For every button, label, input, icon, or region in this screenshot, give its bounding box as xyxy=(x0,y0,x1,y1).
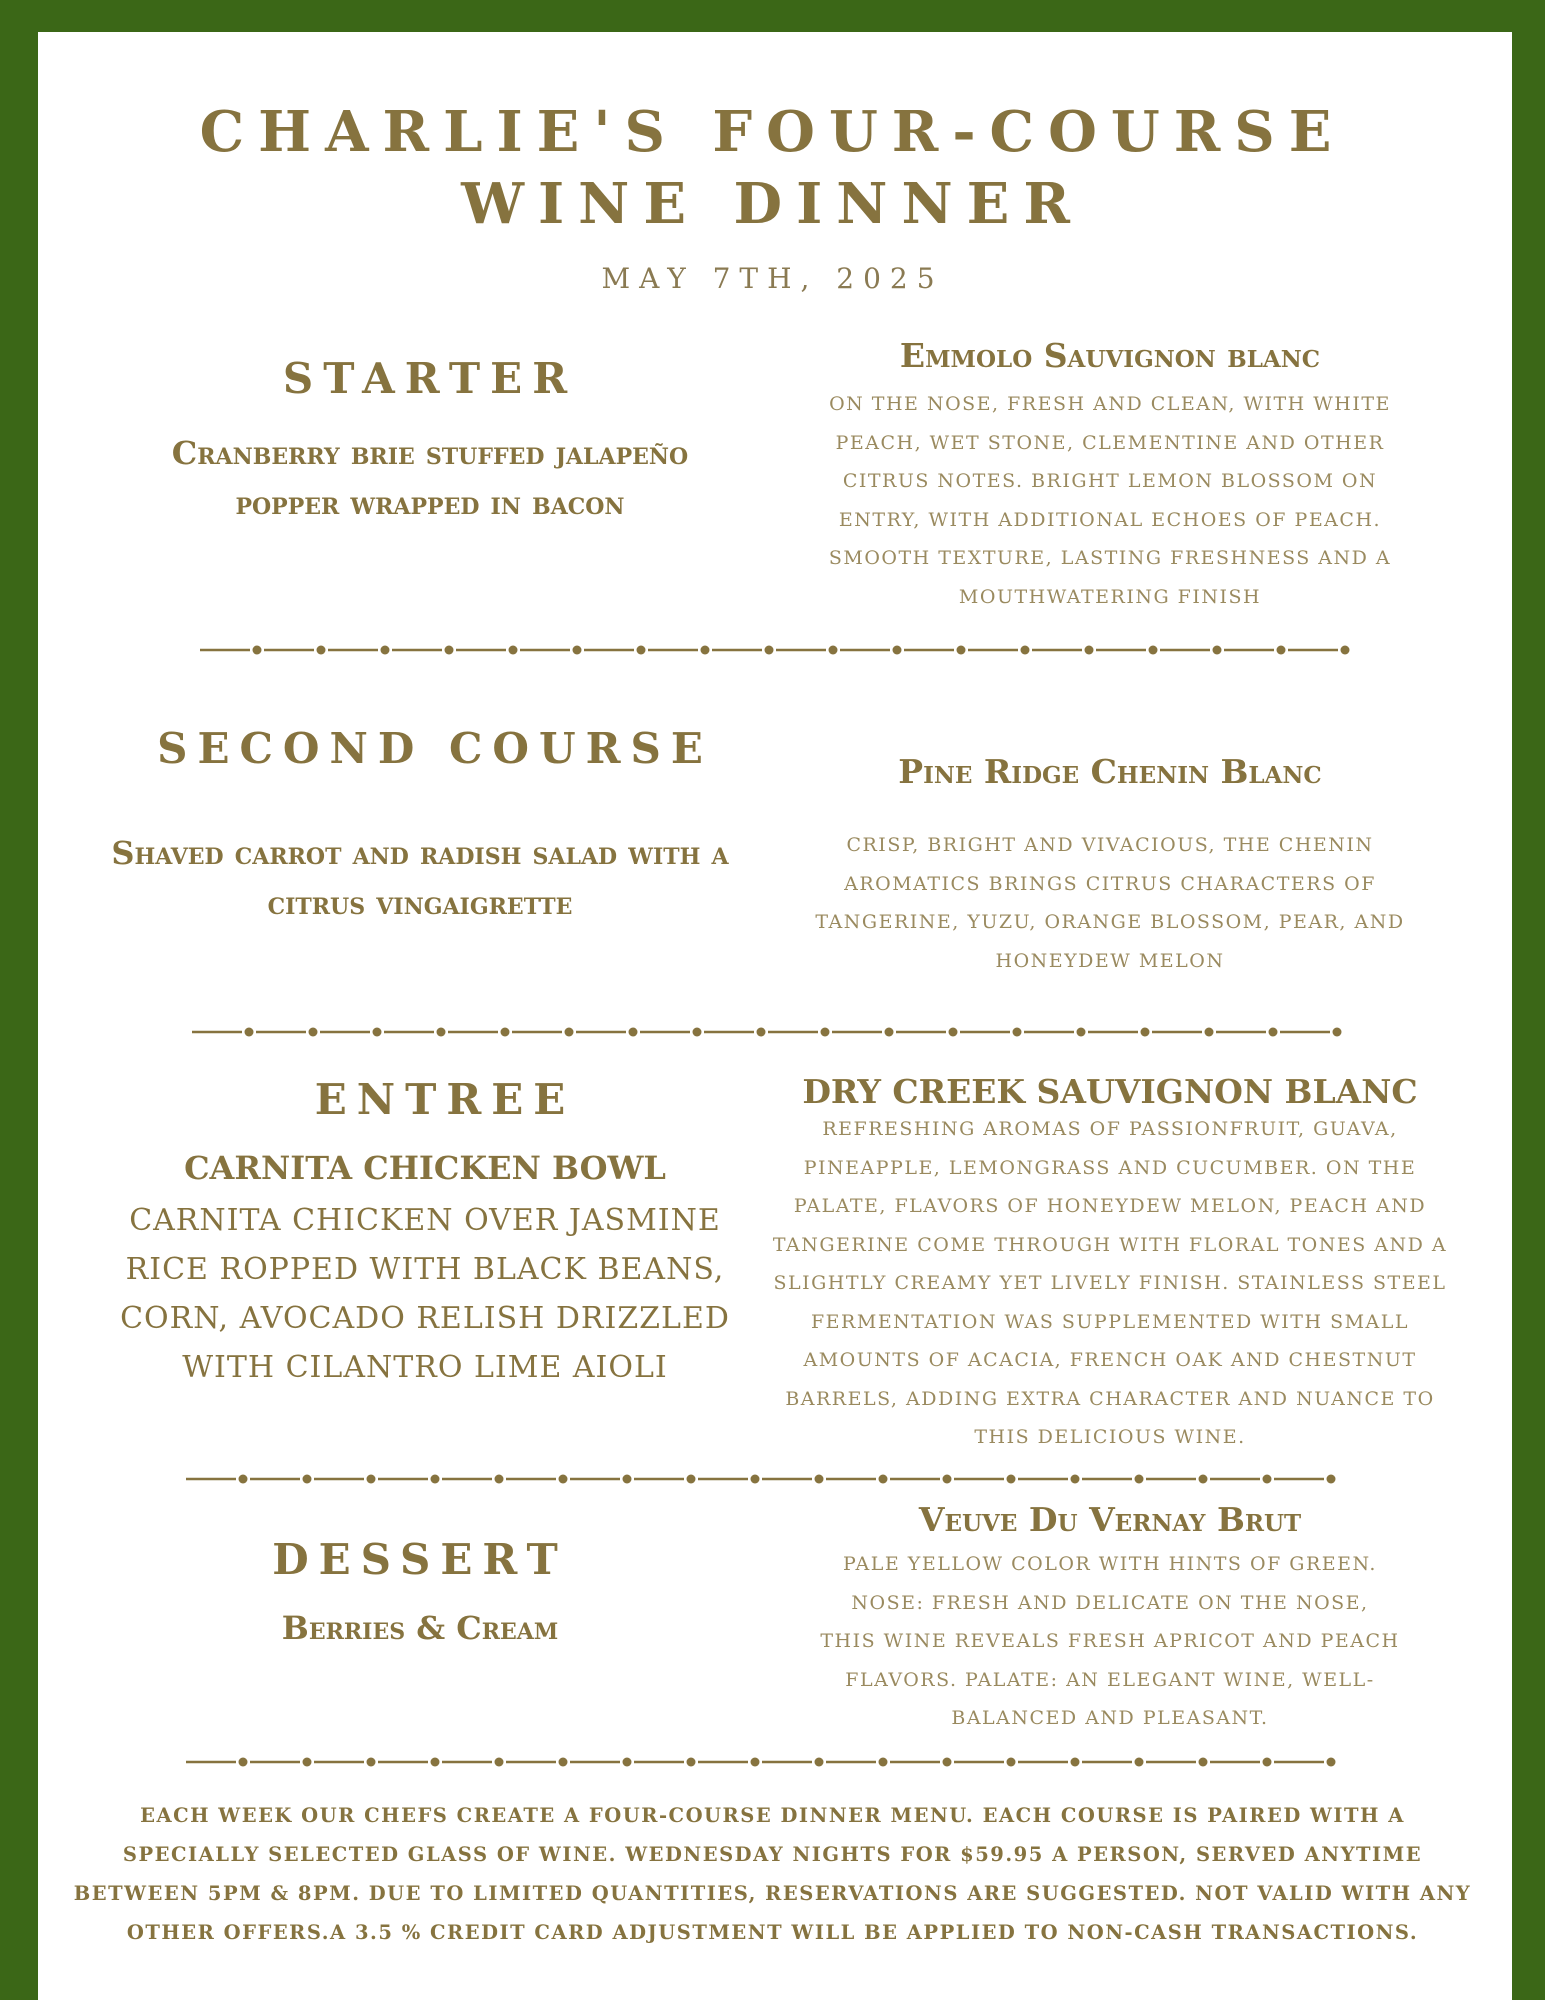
dot-dash-divider xyxy=(186,1754,1354,1770)
dish-starter: Cranberry brie stuffed jalapeño popper wrapped in bacon xyxy=(171,434,689,522)
wine-description-second: CRISP, BRIGHT AND VIVACIOUS, THE CHENIN AROMATICS BRINGS CITRUS CHARACTERS OF TANGERINE, YUZU, ORANGE BLOSSOM, PEAR, AND HONEYDEW MELON xyxy=(815,834,1405,972)
wine-description-dessert: PALE YELLOW COLOR WITH HINTS OF GREEN. NOSE: FRESH AND DELICATE ON THE NOSE, THIS WINE REVEALS FRESH APRICOT AND PEACH FLAVORS. PALATE: AN ELEGANT WINE, WELL-BALANCED AND PLEASANT. xyxy=(820,1553,1400,1729)
wine-name-entree: DRY CREEK SAUVIGNON BLANC xyxy=(802,1072,1418,1111)
dish-second: Shaved carrot and radish salad with a citrus vingaigrette xyxy=(111,834,729,922)
course-heading-second: SECOND COURSE xyxy=(157,724,713,773)
title-line-1: CHARLIE'S FOUR-COURSE xyxy=(199,99,1346,165)
dot-dash-divider xyxy=(192,1024,1360,1040)
course-heading-starter: STARTER xyxy=(282,354,578,403)
wine-name-starter: Emmolo Sauvignon blanc xyxy=(899,336,1321,375)
menu-title xyxy=(0,96,1545,240)
title-line-2: WINE DINNER xyxy=(461,171,1084,237)
dish-dessert: Berries & Cream xyxy=(281,1609,559,1647)
footer-note: EACH WEEK OUR CHEFS CREATE A FOUR-COURSE DINNER MENU. EACH COURSE IS PAIRED WITH A SPECIALLY SELECTED GLASS OF WINE. WEDNESDAY NIGHTS FOR $59.95 A PERSON, SERVED ANYTIME BETWEEN 5PM & 8PM. DUE TO LIMITED QUANTITIES, RESERVATIONS ARE SUGGESTED. NOT VALID WITH ANY OTHER OFFERS.A 3.5 % CREDIT CARD ADJUSTMENT WILL BE APPLIED TO NON-CASH TRANSACTIONS. xyxy=(73,1804,1472,1944)
wine-description-starter: ON THE NOSE, FRESH AND CLEAN, WITH WHITE PEACH, WET STONE, CLEMENTINE AND OTHER CITRUS NOTES. BRIGHT LEMON BLOSSOM ON ENTRY, WITH ADDITIONAL ECHOES OF PEACH. SMOOTH TEXTURE, LASTING FRESHNESS AND A MOUTHWATERING FINISH xyxy=(828,393,1392,608)
wine-name-dessert: Veuve Du Vernay Brut xyxy=(918,1500,1302,1539)
wine-description-entree: REFRESHING AROMAS OF PASSIONFRUIT, GUAVA, PINEAPPLE, LEMONGRASS AND CUCUMBER. ON THE PALATE, FLAVORS OF HONEYDEW MELON, PEACH AND TANGERINE COME THROUGH WITH FLORAL TONES AND A SLIGHTLY CREAMY YET LIVELY FINISH. STAINLESS STEEL FERMENTATION WAS SUPPLEMENTED WITH SMALL AMOUNTS OF ACACIA, FRENCH OAK AND CHESTNUT BARRELS, ADDING EXTRA CHARACTER AND NUANCE TO THIS DELICIOUS WINE. xyxy=(772,1118,1448,1448)
course-heading-dessert: DESSERT xyxy=(272,1535,568,1584)
dish-description-entree: CARNITA CHICKEN OVER JASMINE RICE ROPPED WITH BLACK BEANS, CORN, AVOCADO RELISH DRIZZLED WITH CILANTRO LIME AIOLI xyxy=(120,1203,730,1385)
wine-name-second: Pine Ridge Chenin Blanc xyxy=(898,752,1322,791)
dot-dash-divider xyxy=(186,1471,1354,1487)
dish-entree: CARNITA CHICKEN BOWL xyxy=(184,1149,666,1187)
event-date: MAY 7TH, 2025 xyxy=(601,262,944,295)
dot-dash-divider xyxy=(200,642,1400,658)
course-heading-entree: ENTREE xyxy=(314,1075,576,1124)
